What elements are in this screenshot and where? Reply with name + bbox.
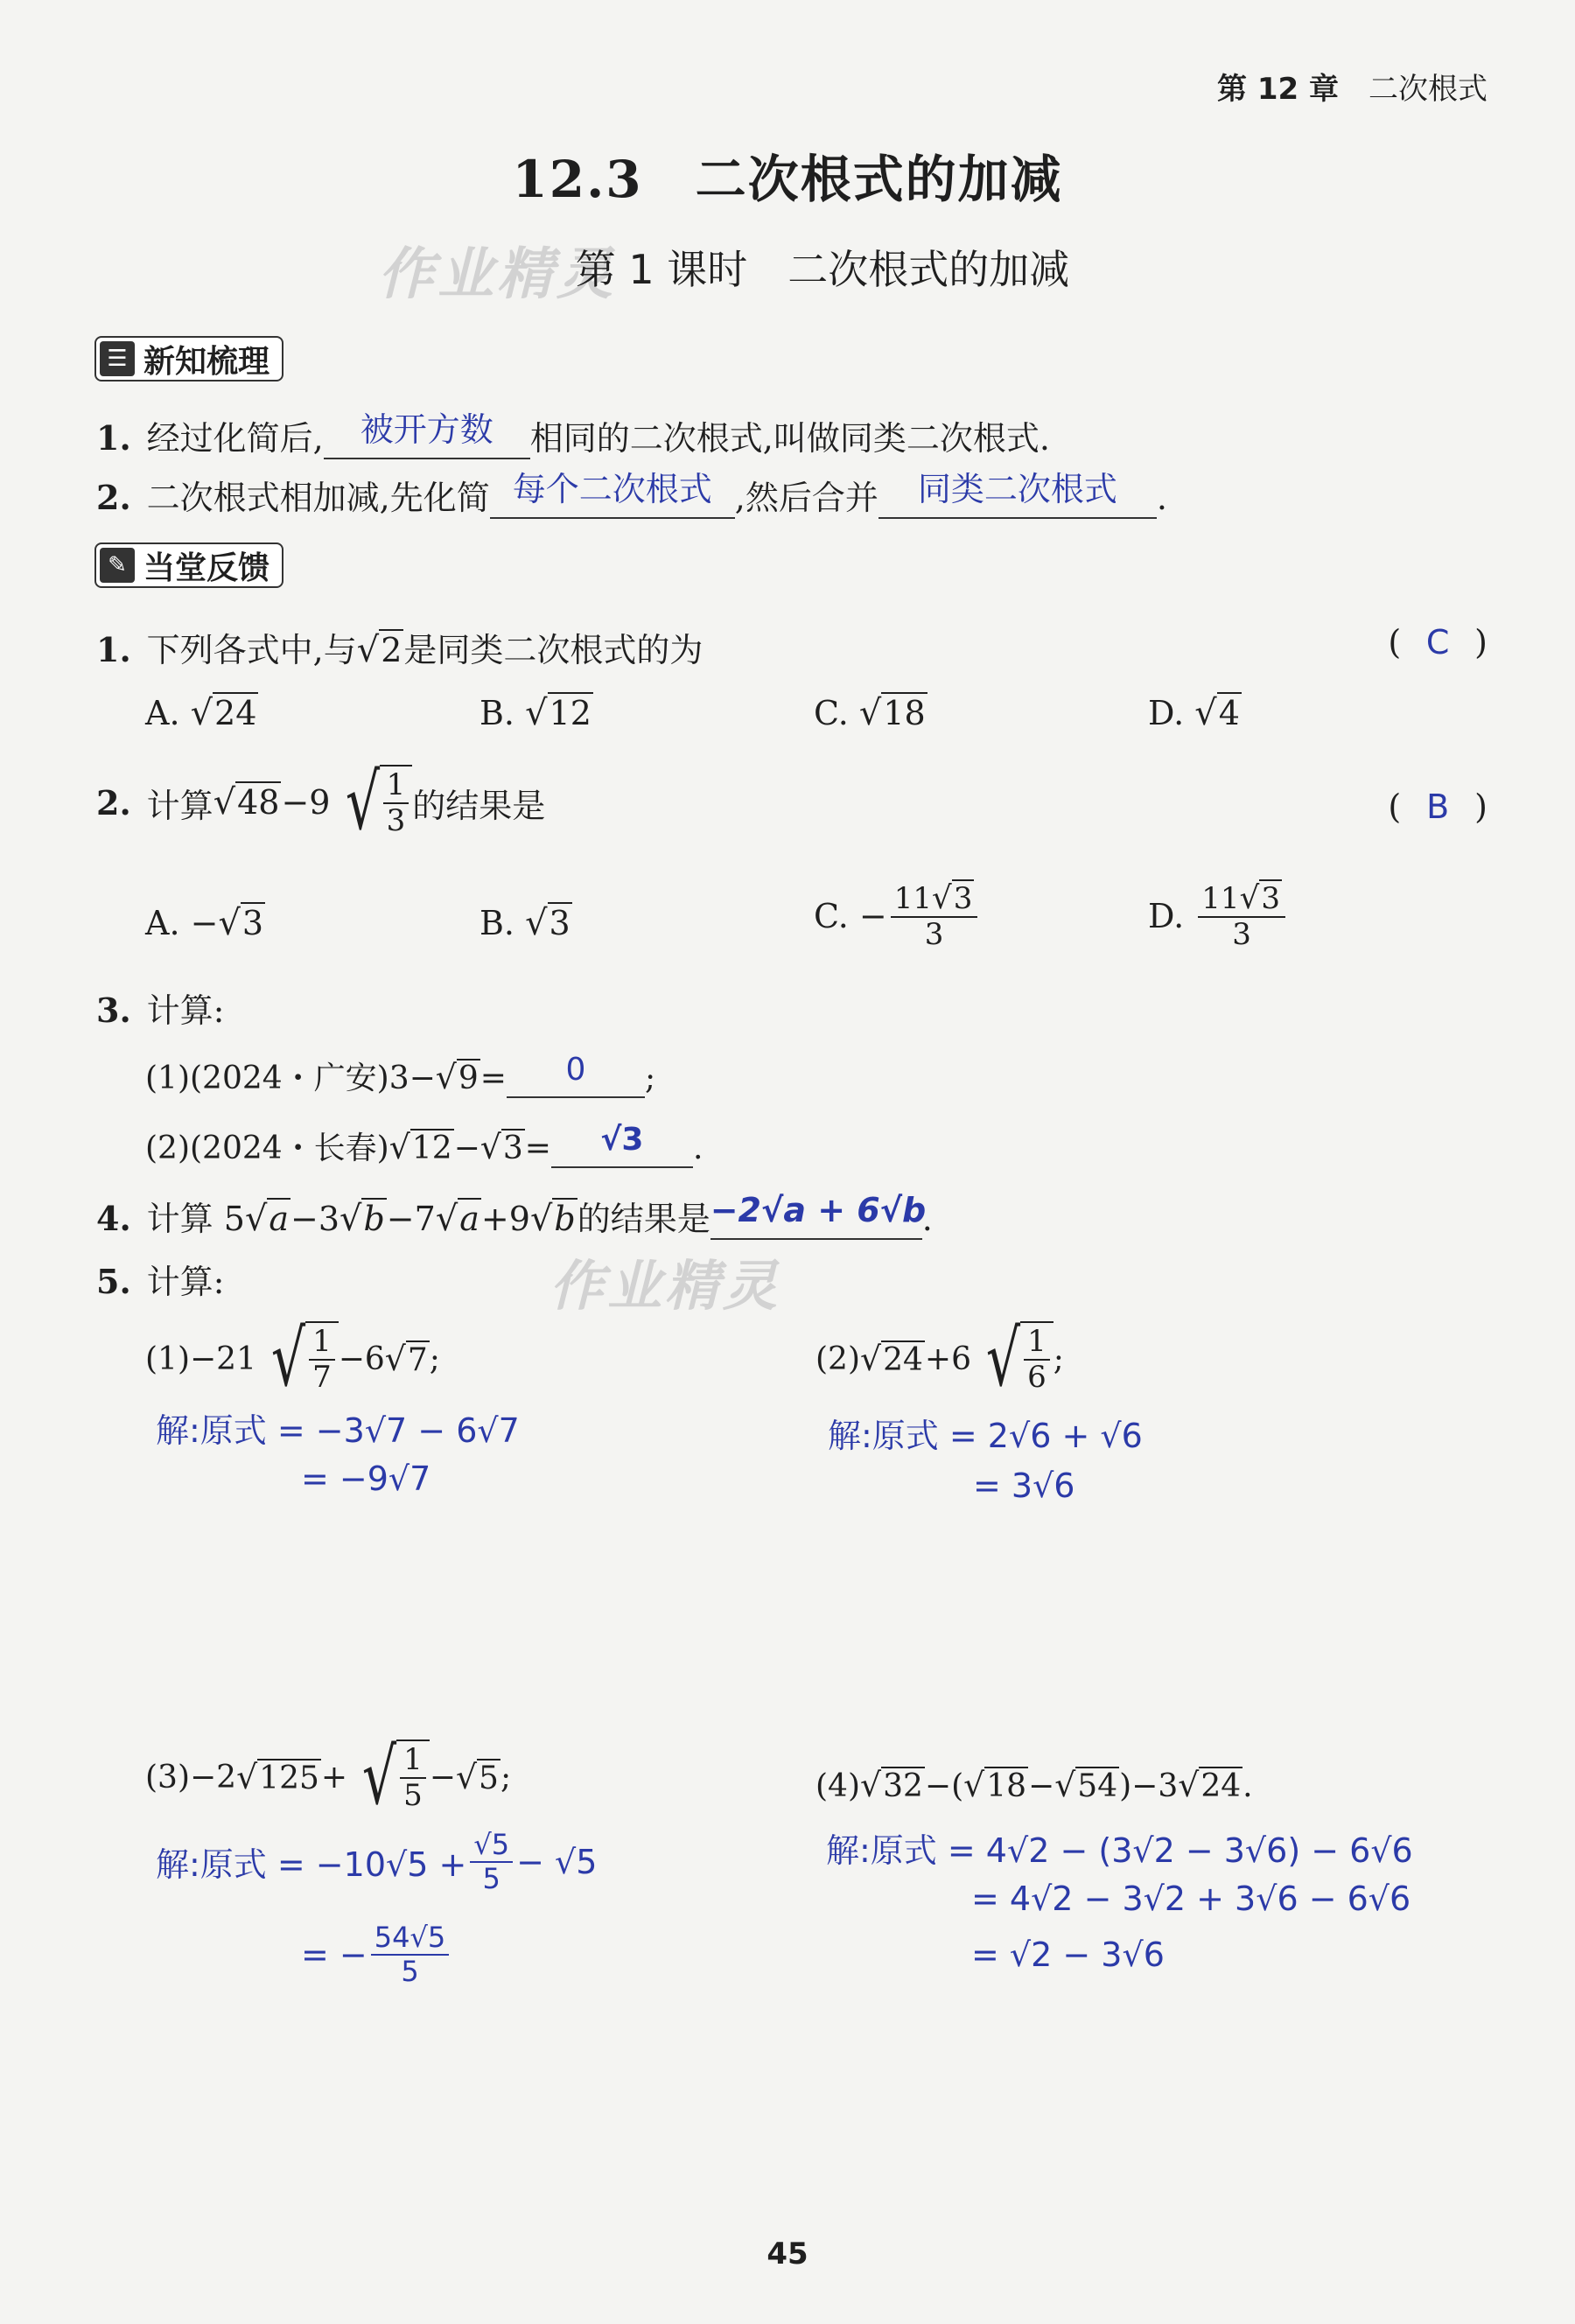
answer-blank: [878, 470, 1157, 519]
q3-part-1: (1)(2024・广安)3−√9= 0 ;: [145, 1052, 656, 1096]
item-text: 经过化简后,: [146, 419, 324, 458]
solution-line: = 4√2 − 3√2 + 3√6 − 6√6: [971, 1880, 1411, 1918]
solution-line: = − $\frac{54√5}{5}$: [301, 1922, 452, 1988]
fraction-radical: √ $\frac{1}{3}$: [331, 765, 413, 840]
option-a: A. −√3: [145, 903, 264, 943]
option-c: C. √18: [814, 693, 926, 733]
solution-line: = 3√6: [973, 1466, 1075, 1505]
solution-line: 解:原式 = 2√6 + √6: [828, 1417, 1143, 1455]
section-title: 12.3 二次根式的加减: [512, 150, 1063, 209]
answer-blank: [507, 1052, 645, 1098]
option-b: B. √12: [480, 693, 592, 733]
q5-part-4: (4)√32−(√18−√54)−3√24.: [816, 1766, 1253, 1804]
item-text: 是同类二次根式的为: [403, 631, 704, 669]
option-d: D. $\frac{11√3}{3}$: [1148, 880, 1289, 952]
section-header-feedback: [94, 542, 284, 588]
choice-answer: B: [1426, 788, 1450, 826]
answer-text: −2√a + 6√b: [710, 1191, 927, 1229]
item-text: 相同的二次根式,叫做同类二次根式.: [529, 419, 1050, 458]
solution-line: = −9√7: [301, 1460, 431, 1498]
answer-blank: [324, 410, 530, 459]
solution-line: 解:原式 = −10√5 + $\frac{√5}{5}$ − √5: [156, 1828, 598, 1895]
choice-answer: C: [1425, 623, 1450, 662]
section-header-new-knowledge: [94, 336, 284, 382]
pencil-icon: ✎: [100, 548, 135, 583]
watermark: 作业精灵: [550, 1254, 781, 1318]
item-number: 4.: [96, 1199, 131, 1238]
option-d: D. √4: [1148, 693, 1240, 733]
solution-line: 解:原式 = −3√7 − 6√7: [156, 1411, 520, 1450]
item-number: 2.: [96, 782, 131, 822]
answer-blank: [551, 1122, 693, 1168]
chapter-number: 第 12 章: [1217, 72, 1339, 107]
item-text: 的结果是: [412, 786, 546, 825]
item-text: 计算:: [146, 1263, 225, 1301]
watermark: 作业精灵: [378, 242, 616, 307]
solution-line: 解:原式 = 4√2 − (3√2 − 3√6) − 6√6: [826, 1831, 1413, 1870]
option-c: C. − $\frac{11√3}{3}$: [814, 880, 981, 952]
running-header: [1217, 65, 1488, 108]
item-number: 1.: [96, 418, 131, 458]
answer-blank: [490, 470, 735, 519]
item-text: 计算: [146, 786, 214, 825]
option-b: B. √3: [480, 903, 570, 943]
q5-part-3: (3) −2 √125 + √ $\frac{1}{5}$ − √5 ;: [145, 1732, 512, 1822]
answer-text: 被开方数: [360, 410, 494, 449]
knowledge-item-2: [96, 471, 1167, 519]
answer-text: √3: [600, 1122, 644, 1158]
answer-paren-q1: ( C ): [1388, 623, 1488, 662]
answer-blank: [710, 1191, 927, 1240]
section-label: 新知梳理: [144, 343, 270, 380]
page-number: 45: [766, 2236, 808, 2272]
item-number: 2.: [96, 478, 131, 517]
knowledge-item-1: [96, 411, 1050, 459]
answer-text: 每个二次根式: [512, 470, 712, 508]
feedback-q3: [96, 984, 224, 1032]
solution-line: = √2 − 3√6: [971, 1936, 1165, 1974]
chapter-name: 二次根式: [1368, 72, 1488, 107]
q3-part-2: (2)(2024・长春)√12−√3= √3 .: [145, 1122, 704, 1166]
feedback-q5: [96, 1255, 224, 1303]
q5-part-2: (2) √24 +6 √ $\frac{1}{6}$ ;: [816, 1313, 1064, 1404]
item-text: 计算:: [146, 991, 225, 1030]
lesson-title: 第 1 课时 二次根式的加减: [575, 246, 1070, 293]
section-label: 当堂反馈: [144, 550, 270, 586]
answer-text: 同类二次根式: [917, 470, 1117, 508]
feedback-q1: [96, 623, 703, 671]
item-text: ,然后合并: [734, 479, 878, 517]
feedback-q4: 4. 计算 5√a−3√b−7√a+9√b的结果是−2√a + 6√b.: [96, 1191, 933, 1239]
q5-part-1: (1) −21 √ $\frac{1}{7}$ −6 √7 ;: [145, 1313, 440, 1404]
answer-paren-q2: ( B ): [1388, 788, 1488, 826]
item-number: 3.: [96, 990, 131, 1030]
option-a: A. √24: [145, 693, 257, 733]
item-text: 下列各式中,与: [146, 631, 357, 669]
item-number: 5.: [96, 1262, 131, 1301]
radical: √2: [356, 630, 402, 670]
answer-text: 0: [565, 1052, 586, 1088]
item-text: 二次根式相加减,先化简: [146, 479, 490, 517]
book-icon: ☰: [100, 341, 135, 376]
feedback-q2: 2. 计算 √48 −9 √ $\frac{1}{3}$ 的结果是: [96, 757, 546, 847]
item-text: .: [1156, 479, 1167, 517]
item-number: 1.: [96, 630, 131, 669]
